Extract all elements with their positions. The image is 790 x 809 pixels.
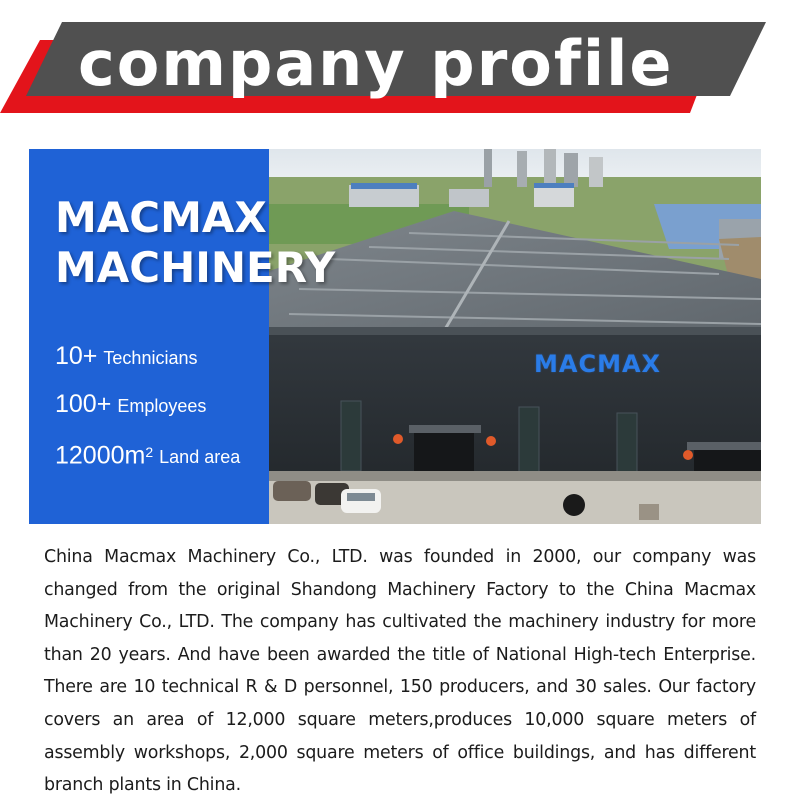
hero-brand-line2: MACHINERY [55,243,336,292]
stat-number: 12000m [55,441,146,470]
stat-number: 10+ [55,342,98,370]
stat-label: Employees [117,396,207,416]
hero-brand-title [55,193,335,293]
stat-employees [55,380,240,428]
company-description: China Macmax Machinery Co., LTD. was founded in 2000, our company was changed from the original Shandong Machinery Factory to the China Macmax Machinery Co., LTD. The company has cultivated the machinery industry for more than 20 years. And have been awarded the title of National High-tech Enterprise. There are 10 technical R & D personnel, 150 producers, and 30 sales. Our factory covers an area of 12,000 square meters,produces 10,000 square meters of assembly workshops, 2,000 square meters of office buildings, and has different branch plants in China. [44,547,756,796]
stat-label: Land area [159,447,241,468]
section-title: company profile [78,27,674,100]
hero-brand-line1: MACMAX [55,193,267,242]
stat-land-area [55,428,240,476]
stat-technicians [55,332,240,380]
building-sign: MACMAX [534,350,662,378]
stat-label: Technicians [103,348,198,368]
hero-factory-image [29,149,761,524]
section-header-banner [0,0,790,130]
stat-superscript: 2 [145,444,154,460]
stat-number: 100+ [55,390,112,418]
hero-stats [55,332,240,476]
